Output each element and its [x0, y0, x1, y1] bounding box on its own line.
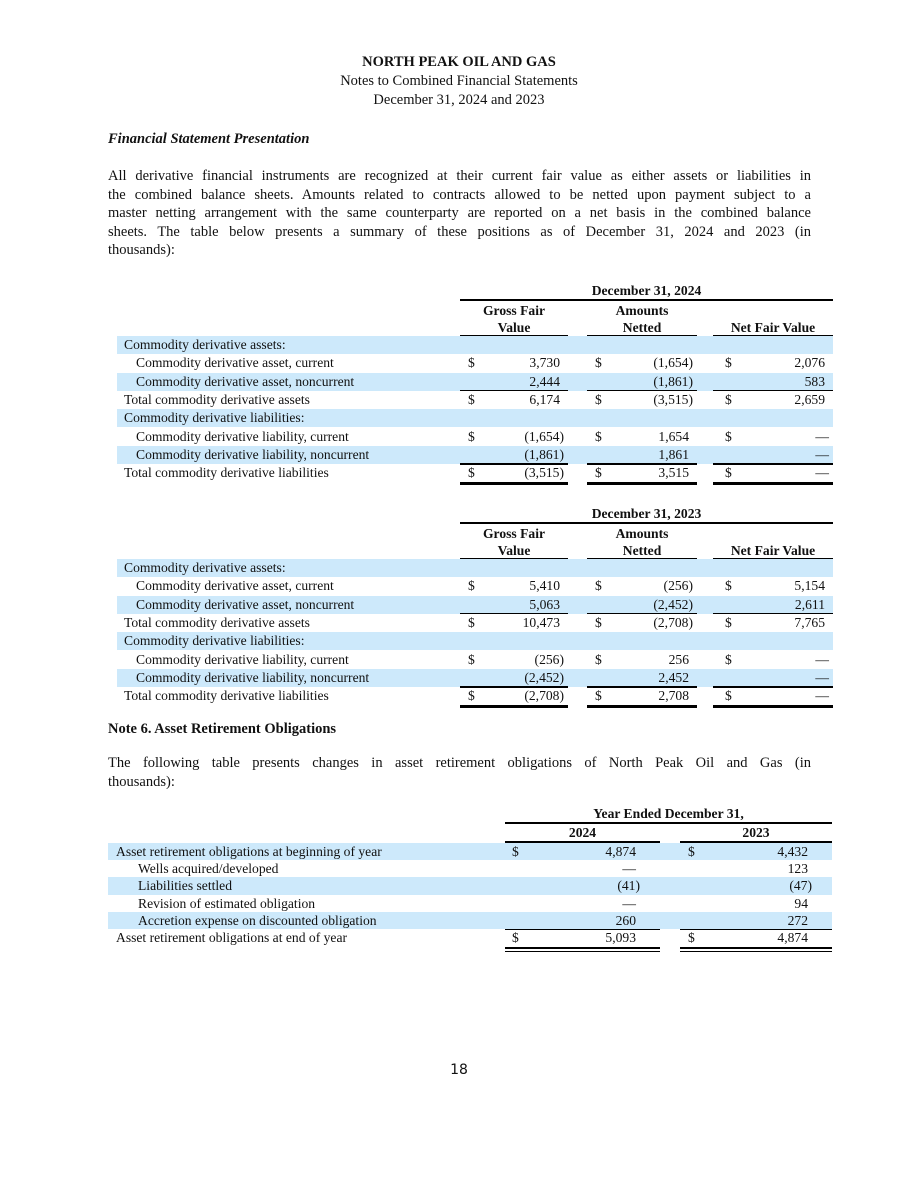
table-value: (256) [663, 578, 693, 594]
column-header: Value [497, 543, 531, 558]
column-header: Net Fair Value [730, 320, 816, 335]
column-header: Netted [622, 320, 662, 335]
paragraph-line: sheets. The table below presents a summary of these positions as of December 31, 2024 and 2023 (in [108, 223, 811, 240]
row-label: Commodity derivative asset, noncurrent [136, 373, 355, 389]
dollar-sign: $ [595, 578, 602, 594]
table-value: 2,444 [529, 373, 560, 389]
table-value: (1,861) [524, 446, 564, 462]
table-value: — [815, 651, 829, 667]
aro-value: (41) [617, 878, 640, 894]
table-value: — [815, 465, 829, 481]
table-value: 5,154 [794, 578, 825, 594]
table-value: (2,708) [524, 688, 564, 704]
dollar-sign: $ [725, 578, 732, 594]
company-name: NORTH PEAK OIL AND GAS [362, 54, 556, 70]
total-rule [460, 482, 568, 485]
table-value: (2,708) [653, 614, 693, 630]
row-label: Total commodity derivative assets [124, 614, 310, 630]
dollar-sign: $ [468, 391, 475, 407]
dollar-sign: $ [595, 614, 602, 630]
dollar-sign: $ [725, 651, 732, 667]
aro-value: — [622, 895, 636, 911]
section-title-presentation: Financial Statement Presentation [108, 131, 310, 147]
column-header: Netted [622, 543, 662, 558]
table-value: 3,730 [529, 355, 560, 371]
table-period-header: December 31, 2024 [591, 283, 702, 298]
table-value: (3,515) [524, 465, 564, 481]
dollar-sign: $ [595, 428, 602, 444]
double-rule-bottom [505, 951, 660, 953]
table-value: 7,765 [794, 614, 825, 630]
paragraph-line: The following table presents changes in asset retirement obligations of North Peak Oil and Gas (in [108, 755, 811, 771]
table-value: (256) [534, 651, 564, 667]
page-number: 18 [450, 1062, 468, 1078]
column-header: Amounts [615, 526, 669, 541]
dollar-sign: $ [725, 428, 732, 444]
paragraph-line: thousands): [108, 773, 175, 790]
dollar-sign: $ [688, 844, 695, 859]
table-value: (3,515) [653, 391, 693, 407]
aro-row-label: Wells acquired/developed [138, 861, 279, 877]
header-rule [460, 522, 833, 524]
dollar-sign: $ [725, 465, 732, 481]
row-label: Commodity derivative asset, noncurrent [136, 596, 355, 612]
dollar-sign: $ [468, 578, 475, 594]
aro-row-label: Asset retirement obligations at end of year [116, 930, 348, 945]
aro-value: 94 [794, 895, 808, 911]
table-value: 3,515 [658, 465, 689, 481]
total-rule [713, 482, 833, 485]
double-rule-bottom [680, 951, 832, 953]
statement-period: December 31, 2024 and 2023 [373, 92, 545, 108]
total-rule [713, 705, 833, 708]
dollar-sign: $ [468, 465, 475, 481]
column-header [713, 525, 833, 543]
aro-value: 260 [615, 912, 636, 928]
table-value: (2,452) [653, 596, 693, 612]
aro-row-label: Liabilities settled [138, 878, 233, 894]
dollar-sign: $ [468, 355, 475, 371]
table-value: 2,611 [794, 596, 825, 612]
aro-row-label: Asset retirement obligations at beginning of year [116, 844, 382, 859]
aro-row-label: Revision of estimated obligation [138, 895, 316, 911]
row-label: Commodity derivative liability, current [136, 651, 349, 667]
aro-value: 4,432 [777, 844, 808, 859]
table-value: 5,410 [529, 578, 560, 594]
table-value: 1,861 [658, 446, 689, 462]
aro-value: 123 [787, 861, 808, 877]
aro-period-header: Year Ended December 31, [593, 806, 744, 821]
dollar-sign: $ [512, 844, 519, 859]
aro-value: — [622, 861, 636, 877]
table-value: (1,654) [653, 355, 693, 371]
paragraph-line: master netting arrangement with the same counterparty are reported on a net basis in the combined balance [108, 205, 811, 222]
dollar-sign: $ [468, 651, 475, 667]
aro-value: 4,874 [777, 930, 808, 945]
header-rule [460, 299, 833, 301]
dollar-sign: $ [468, 428, 475, 444]
table-value: 2,659 [794, 391, 825, 407]
table-value: 2,452 [658, 669, 689, 685]
presentation-paragraph [108, 167, 811, 260]
double-rule-top [680, 947, 832, 949]
row-label: Commodity derivative liability, noncurrent [136, 446, 370, 462]
dollar-sign: $ [595, 651, 602, 667]
row-label: Commodity derivative asset, current [136, 578, 334, 594]
paragraph-line: All derivative financial instruments are recognized at their current fair value as either assets or liabilities in [108, 168, 811, 184]
table-value: 1,654 [658, 428, 689, 444]
column-header: Gross Fair [482, 526, 546, 541]
dollar-sign: $ [595, 465, 602, 481]
column-header [713, 302, 833, 320]
table-value: (2,452) [524, 669, 564, 685]
dollar-sign: $ [725, 614, 732, 630]
double-rule-top [505, 947, 660, 949]
dollar-sign: $ [725, 688, 732, 704]
row-label: Total commodity derivative assets [124, 391, 310, 407]
aro-row-label: Accretion expense on discounted obligation [138, 912, 377, 928]
row-label: Commodity derivative assets: [124, 337, 286, 352]
column-header: Net Fair Value [730, 543, 816, 558]
dollar-sign: $ [688, 930, 695, 945]
note6-paragraph [108, 754, 811, 791]
dollar-sign: $ [595, 391, 602, 407]
dollar-sign: $ [595, 355, 602, 371]
row-label: Commodity derivative liability, current [136, 428, 349, 444]
column-header: Amounts [615, 303, 669, 318]
paragraph-line: thousands): [108, 242, 175, 259]
column-header: Value [497, 320, 531, 335]
row-label: Commodity derivative asset, current [136, 355, 334, 371]
total-rule [460, 705, 568, 708]
table-value: 256 [668, 651, 689, 667]
table-period-header: December 31, 2023 [591, 506, 702, 521]
aro-value: 5,093 [605, 930, 636, 945]
note6-title: Note 6. Asset Retirement Obligations [108, 721, 337, 737]
table-value: — [815, 446, 829, 462]
total-rule [587, 705, 697, 708]
aro-year-header: 2024 [568, 825, 597, 840]
row-label: Commodity derivative liabilities: [124, 410, 305, 426]
row-label: Commodity derivative liability, noncurrent [136, 669, 370, 685]
table-value: — [815, 688, 829, 704]
dollar-sign: $ [512, 930, 519, 945]
statement-subtitle: Notes to Combined Financial Statements [340, 73, 578, 89]
dollar-sign: $ [468, 688, 475, 704]
table-value: (1,654) [524, 428, 564, 444]
table-value: 5,063 [529, 596, 560, 612]
aro-year-header: 2023 [742, 825, 770, 840]
row-label: Commodity derivative liabilities: [124, 633, 305, 649]
aro-value: (47) [789, 878, 812, 894]
table-value: 10,473 [522, 614, 560, 630]
paragraph-line: the combined balance sheets. Amounts related to contracts allowed to be netted upon payment subject to a [108, 186, 811, 203]
table-value: 2,708 [658, 688, 689, 704]
table-value: (1,861) [653, 373, 693, 389]
dollar-sign: $ [725, 355, 732, 371]
aro-value: 4,874 [605, 844, 636, 859]
row-label: Commodity derivative assets: [124, 560, 286, 575]
table-value: 6,174 [529, 391, 560, 407]
dollar-sign: $ [595, 688, 602, 704]
row-label: Total commodity derivative liabilities [124, 465, 329, 481]
table-value: 583 [804, 373, 825, 389]
dollar-sign: $ [468, 614, 475, 630]
table-value: — [815, 669, 829, 685]
table-value: 2,076 [794, 355, 825, 371]
total-rule [587, 482, 697, 485]
dollar-sign: $ [725, 391, 732, 407]
table-value: — [815, 428, 829, 444]
row-label: Total commodity derivative liabilities [124, 688, 329, 704]
aro-value: 272 [787, 912, 808, 928]
column-header: Gross Fair [482, 303, 546, 318]
